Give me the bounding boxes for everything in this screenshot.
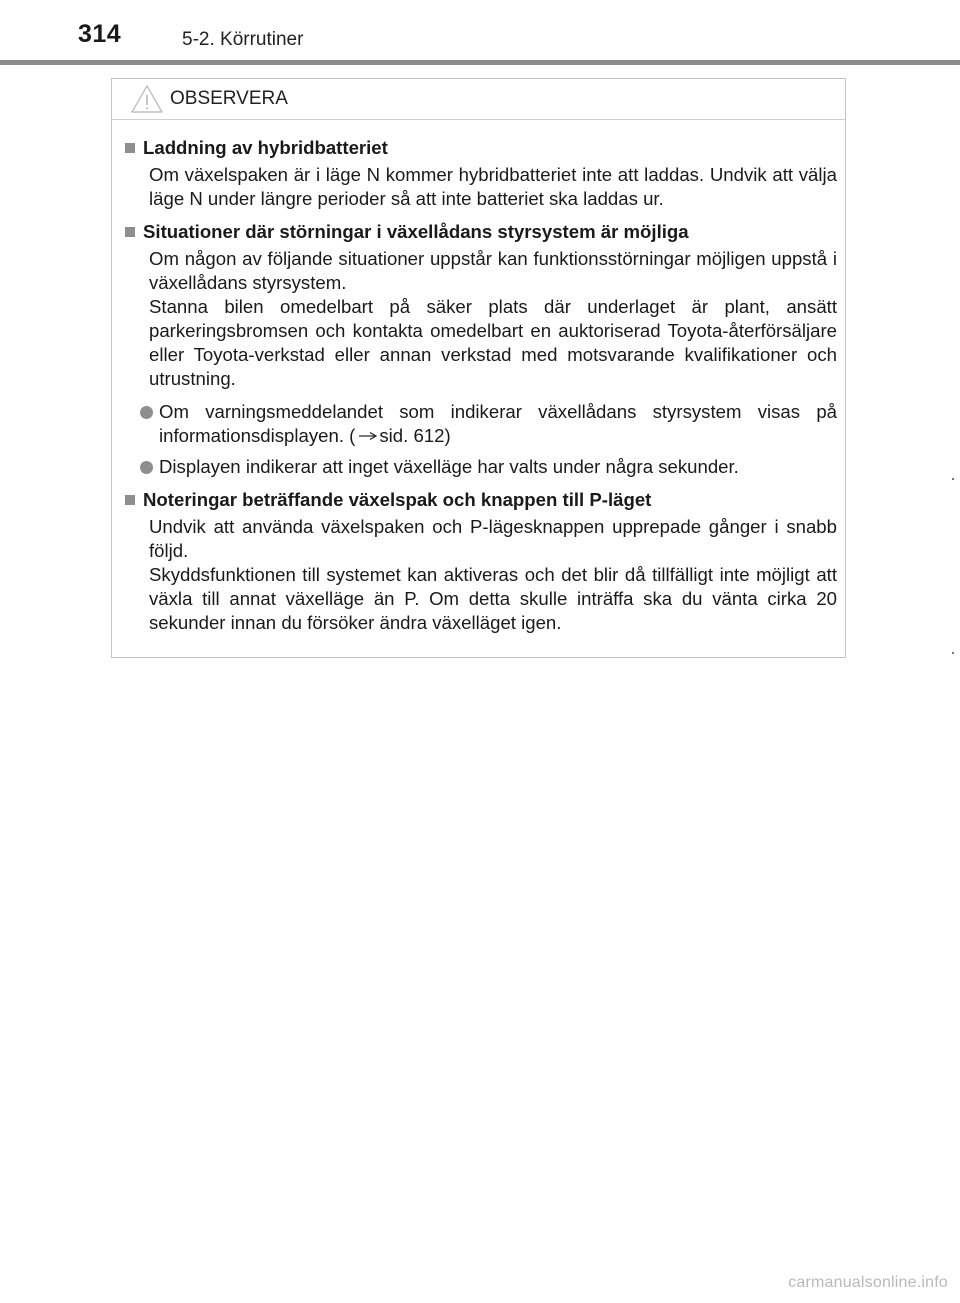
notice-paragraph: Om växelspaken är i läge N kommer hybridbatteriet inte att laddas. Undvik att välja läge N under längre perioder så att inte batteriet ska laddas ur.: [149, 164, 837, 209]
heading-text: Noteringar beträffande växelspak och knappen till P-läget: [143, 489, 652, 510]
page-number: 314: [78, 20, 122, 48]
notice-box: [111, 78, 846, 658]
bullet-item: [125, 455, 837, 479]
bullet-item: [125, 400, 837, 448]
notice-heading: [125, 136, 837, 160]
notice-paragraph: Om någon av följande situationer uppstår kan funktionsstörningar möjligen uppstå i växellådans styrsystem. Stanna bilen omedelbart på säker plats där underlaget är plant, ansätt parkeringsbromsen och kontakta omedelbart en auktoriserad Toyota-återförsäljare eller Toyota-verkstad eller annan verkstad med motsvarande kvalifikationer och utrustning.: [149, 248, 837, 389]
watermark: carmanualsonline.info: [788, 1274, 948, 1291]
header-rule: [0, 60, 960, 65]
heading-text: Laddning av hybridbatteriet: [143, 137, 388, 158]
page-reference-link[interactable]: sid. 612): [379, 425, 451, 446]
circle-bullet-icon: [140, 406, 153, 419]
notice-paragraph: Undvik att använda växelspaken och P-lägesknappen upprepade gånger i snabb följd. Skyddsfunktionen till systemet kan aktiveras och det blir då tillfälligt inte möjligt att växla till annat växelläge än P. Om detta skulle inträffa ska du vänta cirka 20 sekunder innan du försöker ändra växelläget igen.: [149, 516, 837, 633]
warning-triangle-icon: [130, 84, 164, 114]
notice-header: [112, 79, 845, 120]
bullet-text: Om varningsmeddelandet som indikerar växellådans styrsystem visas på informationsdisplayen. (: [159, 401, 837, 446]
circle-bullet-icon: [140, 461, 153, 474]
section-title: 5-2. Körrutiner: [182, 29, 304, 50]
bullet-text: Displayen indikerar att inget växelläge har valts under några sekunder.: [159, 456, 739, 477]
square-bullet-icon: [125, 227, 135, 237]
notice-heading: [125, 220, 837, 244]
notice-heading: [125, 488, 837, 512]
notice-title: OBSERVERA: [170, 88, 288, 109]
square-bullet-icon: [125, 143, 135, 153]
square-bullet-icon: [125, 495, 135, 505]
notice-body: [112, 120, 845, 635]
arrow-right-icon: [358, 431, 378, 441]
heading-text: Situationer där störningar i växellådans styrsystem är möjliga: [143, 221, 689, 242]
